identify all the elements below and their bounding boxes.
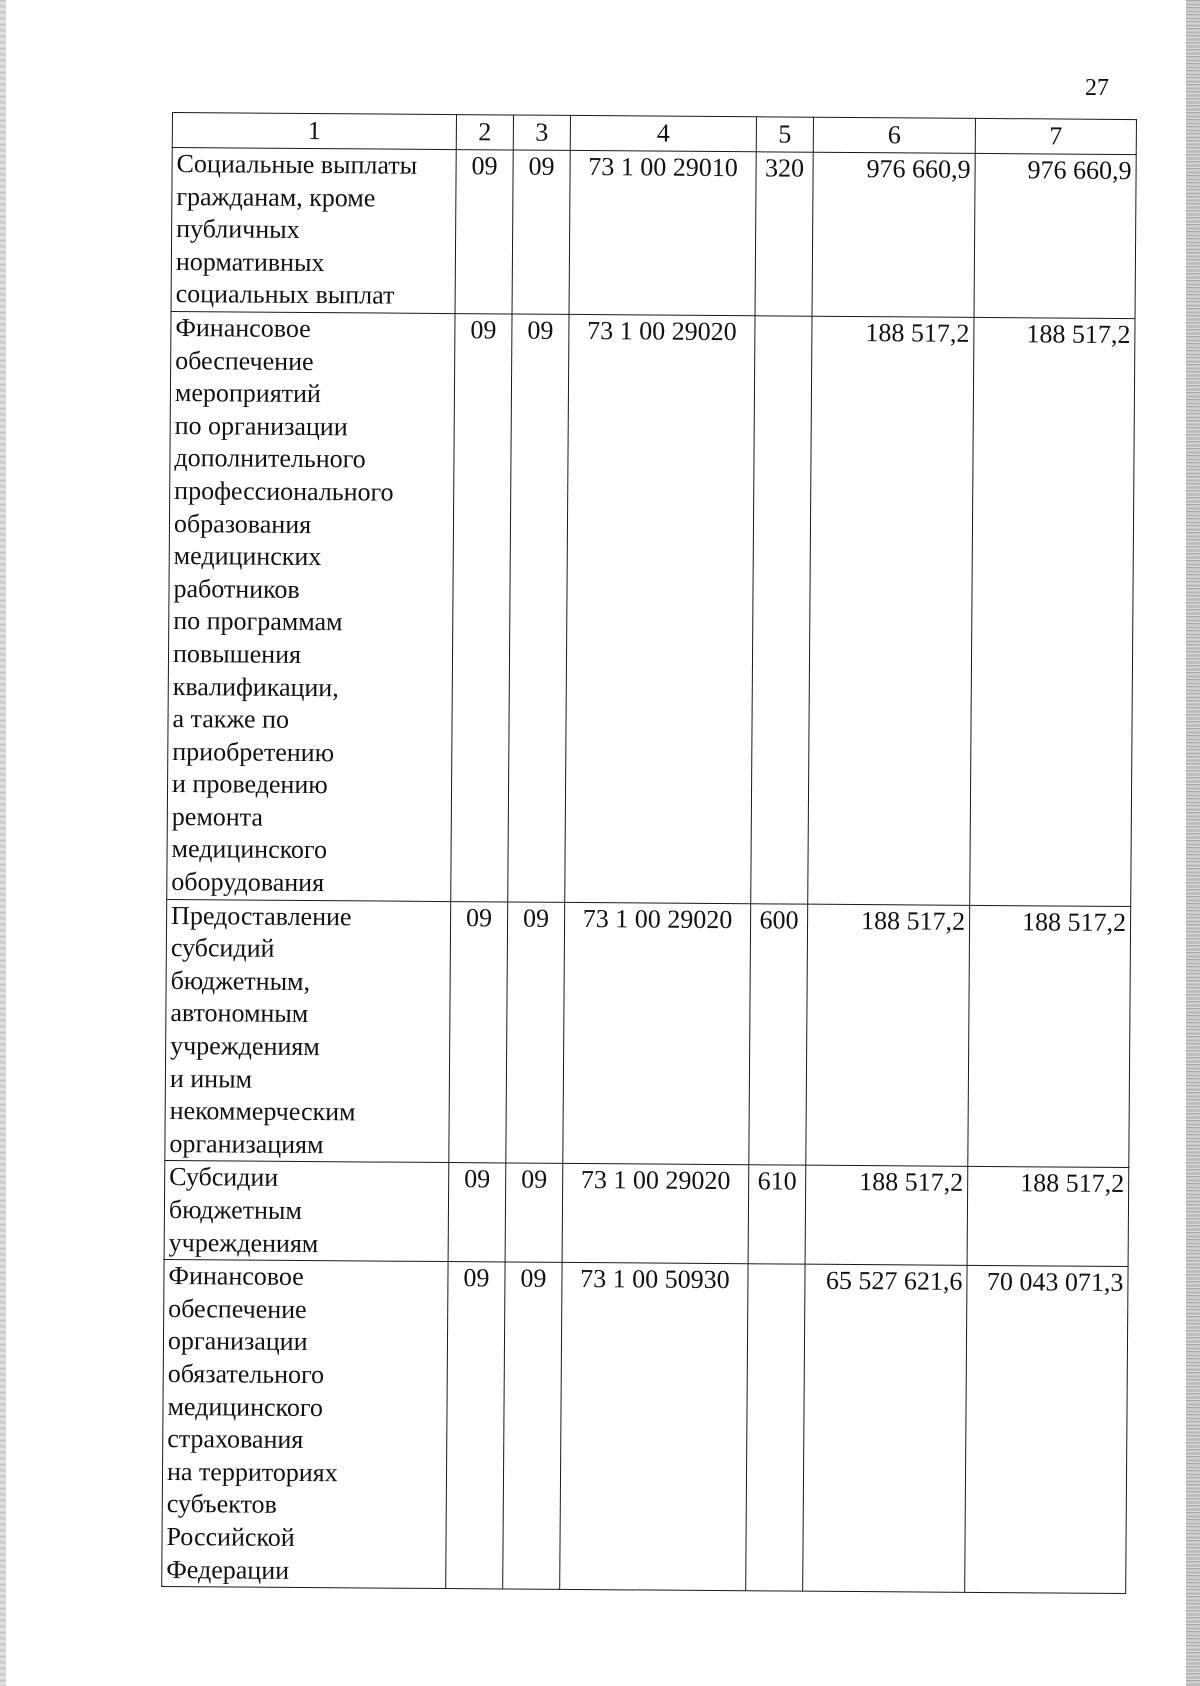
cell-section: 09 <box>455 150 513 314</box>
table-row <box>167 311 1135 906</box>
table-row <box>165 899 1131 1168</box>
cell-name-line: по организации <box>174 410 348 442</box>
cell-amount-year-2: 188 517,2 <box>970 317 1135 906</box>
cell-name-line: Социальные выплаты <box>176 149 418 180</box>
cell-amount-year-2: 188 517,2 <box>968 905 1131 1168</box>
cell-name-line: учреждениям <box>170 1031 320 1062</box>
header-col-6: 6 <box>813 117 975 153</box>
cell-expense-type <box>751 316 812 904</box>
cell-expense-type: 610 <box>748 1165 806 1264</box>
scan-edge-right <box>1186 0 1200 1686</box>
header-col-5: 5 <box>756 117 813 152</box>
cell-name-line: Субсидии <box>169 1162 279 1193</box>
cell-name-line: учреждениям <box>168 1227 319 1258</box>
cell-name-line: работников <box>173 573 300 604</box>
cell-expense-type <box>746 1264 805 1591</box>
cell-name-line: субъектов <box>166 1489 277 1520</box>
table-row <box>164 1161 1129 1267</box>
cell-name-line: мероприятий <box>174 378 322 409</box>
cell-name-line: обеспечение <box>175 345 314 376</box>
cell-amount-year-1: 188 517,2 <box>806 904 970 1167</box>
cell-name-line: бюджетным <box>168 1195 302 1225</box>
cell-name <box>164 1161 449 1262</box>
cell-name-line: профессионального <box>174 475 394 507</box>
cell-target-article: 73 1 00 29020 <box>563 902 751 1165</box>
budget-table <box>161 112 1137 1594</box>
cell-amount-year-1: 65 527 621,6 <box>803 1264 967 1592</box>
cell-name <box>171 148 456 314</box>
header-col-3: 3 <box>513 115 570 150</box>
cell-name-line: обеспечение <box>168 1293 307 1324</box>
cell-amount-year-2: 70 043 071,3 <box>965 1266 1128 1594</box>
table-row <box>162 1260 1128 1594</box>
header-col-7: 7 <box>975 118 1136 154</box>
cell-amount-year-2: 976 660,9 <box>974 153 1136 318</box>
cell-name-line: и иным <box>169 1063 253 1094</box>
cell-name-line: Федерации <box>166 1554 290 1585</box>
cell-name-line: бюджетным, <box>170 965 311 996</box>
cell-amount-year-1: 188 517,2 <box>805 1166 968 1266</box>
cell-name-line: автономным <box>170 998 309 1029</box>
cell-name <box>167 311 455 901</box>
cell-target-article: 73 1 00 29020 <box>562 1164 749 1264</box>
cell-name-line: нормативных <box>175 246 325 277</box>
cell-section: 09 <box>451 314 512 902</box>
cell-expense-type: 320 <box>755 152 813 316</box>
cell-name-line: гражданам, кроме <box>176 181 376 213</box>
cell-subsection: 09 <box>508 314 569 902</box>
cell-subsection: 09 <box>503 1262 562 1589</box>
cell-name-line: Финансовое <box>175 313 311 343</box>
cell-name-line: на территориях <box>166 1456 338 1488</box>
cell-name-line: Финансовое <box>168 1261 304 1292</box>
cell-name-line: квалификации, <box>172 671 339 702</box>
cell-name-line: а также по <box>172 704 290 734</box>
cell-expense-type: 600 <box>749 903 808 1165</box>
cell-name-line: повышения <box>172 638 302 669</box>
cell-name-line: Российской <box>166 1521 295 1552</box>
cell-name-line: некоммерческим <box>169 1096 356 1127</box>
cell-name-line: и проведению <box>171 769 328 800</box>
cell-name-line: Предоставление <box>171 900 352 931</box>
cell-name-line: образования <box>173 508 312 539</box>
cell-amount-year-2: 188 517,2 <box>967 1167 1129 1267</box>
cell-name-line: дополнительного <box>174 443 366 474</box>
cell-subsection: 09 <box>512 150 570 314</box>
cell-name-line: страхования <box>167 1424 304 1455</box>
table-row <box>171 148 1136 319</box>
header-col-1: 1 <box>172 113 456 150</box>
cell-name-line: социальных выплат <box>175 279 395 311</box>
cell-name-line: медицинских <box>173 541 322 572</box>
cell-subsection: 09 <box>505 1163 563 1262</box>
cell-amount-year-1: 188 517,2 <box>808 316 974 905</box>
cell-name-line: организациям <box>169 1128 324 1159</box>
cell-section: 09 <box>449 901 508 1163</box>
cell-name-line: медицинского <box>167 1391 324 1422</box>
cell-name-line: приобретению <box>172 736 335 767</box>
cell-target-article: 73 1 00 50930 <box>560 1263 748 1591</box>
cell-section: 09 <box>446 1262 505 1589</box>
cell-name-line: обязательного <box>167 1358 325 1390</box>
cell-name-line: медицинского <box>171 834 328 865</box>
cell-name-line: по программам <box>173 606 343 637</box>
cell-name <box>162 1260 448 1589</box>
cell-name <box>165 899 451 1163</box>
cell-name-line: организации <box>167 1326 308 1357</box>
page-number: 27 <box>1085 75 1109 101</box>
cell-name-line: ремонта <box>171 801 264 832</box>
header-col-2: 2 <box>456 115 513 150</box>
cell-section: 09 <box>448 1163 506 1262</box>
cell-name-line: оборудования <box>171 867 325 898</box>
scan-edge-left <box>0 0 6 1686</box>
cell-subsection: 09 <box>506 902 565 1164</box>
header-col-4: 4 <box>570 115 756 151</box>
cell-name-line: субсидий <box>170 933 275 964</box>
cell-target-article: 73 1 00 29010 <box>569 150 756 315</box>
cell-target-article: 73 1 00 29020 <box>565 314 755 903</box>
cell-name-line: публичных <box>176 214 300 245</box>
cell-amount-year-1: 976 660,9 <box>812 152 975 317</box>
